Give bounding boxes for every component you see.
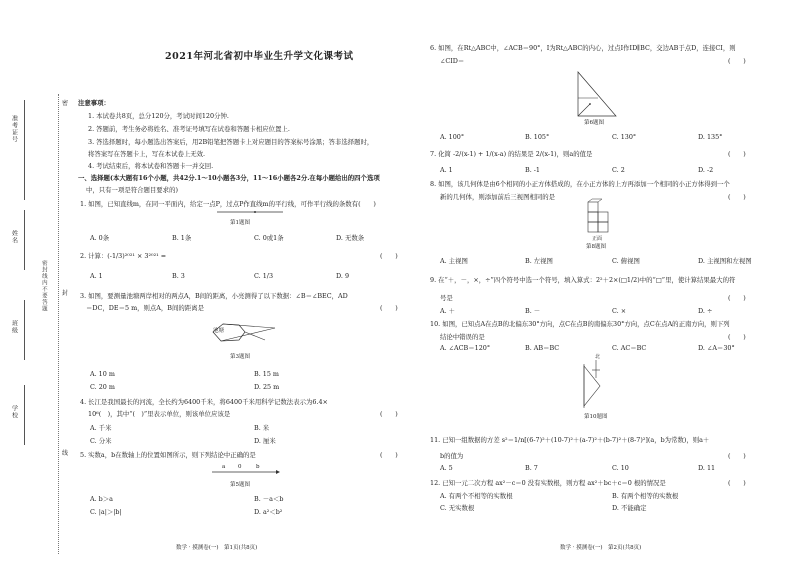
q9-stem: 9. 在“＋，－，×，÷”四个符号中选一个符号，填入算式：2²＋2×(□1/2)中的“□”里，使计算结果最大的符	[430, 276, 736, 284]
q12-option-d: D. 不能确定	[612, 504, 647, 512]
q4-stem: 4. 长江是我国最长的河流，全长约为6400千米，将6400千米用科学记数法表示为6.4×	[80, 398, 328, 406]
q5-axis-a: a	[222, 464, 226, 470]
q3-option-b: B. 15 m	[254, 370, 279, 378]
q10-option-a: A. ∠ACB＝120°	[440, 344, 491, 352]
q5-number-line	[210, 462, 280, 478]
q1-figure	[215, 208, 285, 224]
section1-heading-2: 中，只有一项是符合题目要求的)	[86, 186, 178, 194]
school-line	[24, 385, 25, 445]
q4-stem-2: 10⁶( )，其中“( )”里表示单位，则该单位应该是	[88, 410, 231, 418]
footer-right: 数学 · 摸测卷(一) 第2页(共8页)	[560, 545, 642, 551]
q6-option-d: D. 135°	[698, 133, 723, 141]
q8-option-b: B. 左视图	[525, 257, 553, 265]
q8-fig-caption: 第8题图	[586, 244, 606, 250]
q7-paren: ( )	[728, 150, 746, 158]
q12-option-c: C. 无实数根	[440, 504, 475, 512]
q3-stem-2: ＝DC，DE＝5 m，则点A，B间的距离是	[86, 304, 204, 312]
q11-option-c: C. 10	[612, 464, 629, 472]
q2-option-c: C. 1/3	[254, 272, 274, 280]
q10-figure	[572, 356, 622, 412]
q11-stem: 11. 已知一组数据的方差 s²＝1/n[(6-7)²＋(10-7)²＋(a-7)²＋(b-7)²＋(8-7)²](a，b为常数)，则a＋	[430, 436, 710, 444]
seal-char-1: 密	[62, 100, 69, 107]
q1-option-a: A. 0条	[90, 234, 110, 242]
note-item-1: 1. 本试卷共8页，总分120分，考试时间120分钟.	[88, 112, 229, 120]
q2-option-d: D. 9	[336, 272, 350, 280]
q1-option-b: B. 1条	[172, 234, 192, 242]
q2-stem: 2. 计算：(-1/3)²⁰²¹ × 3²⁰²¹ =	[80, 252, 167, 260]
name-line	[24, 210, 25, 270]
q9-option-a: A. ＋	[440, 307, 456, 315]
notes-heading: 注意事项：	[78, 99, 110, 107]
q4-paren: ( )	[380, 410, 398, 418]
q12-option-a: A. 有两个不相等的实数根	[440, 492, 513, 500]
q12-option-b: B. 有两个相等的实数根	[612, 492, 679, 500]
q8-option-c: C. 俯视图	[612, 257, 640, 265]
q11-stem-2: b的值为	[440, 452, 464, 460]
q1-stem: 1. 如图，已知直线m，在同一平面内，给定一点P，过点P作直线m的平行线，可作平行线的条数有( )	[80, 200, 376, 208]
q8-figure	[580, 198, 620, 240]
q6-fig-caption: 第6题图	[584, 120, 604, 126]
q3-figure	[205, 318, 285, 352]
seal-line	[58, 94, 59, 554]
no-answer-note: 密封线内不要答题	[40, 260, 47, 312]
q10-paren: ( )	[728, 333, 746, 341]
q12-paren: ( )	[728, 479, 746, 487]
q6-option-b: B. 105°	[525, 133, 550, 141]
q11-paren: ( )	[728, 452, 746, 460]
q9-paren: ( )	[728, 294, 746, 302]
q5-option-d: D. a²＜b²	[254, 508, 283, 516]
q6-option-a: A. 100°	[440, 133, 465, 141]
q2-option-a: A. 1	[90, 272, 103, 280]
q6-stem: 6. 如图，在Rt△ABC中，∠ACB＝90°，I为Rt△ABC的内心，过点I作ID∥BC，交边AB于点D，连接CI，则	[430, 44, 736, 52]
q7-option-a: A. 1	[440, 166, 453, 174]
q5-option-a: A. b＞a	[90, 495, 113, 503]
name-label: 姓名	[10, 230, 18, 244]
footer-left: 数学 · 摸测卷(一) 第1页(共8页)	[176, 545, 258, 551]
q3-option-c: C. 20 m	[90, 383, 115, 391]
q10-option-d: D. ∠A＝30°	[698, 344, 735, 352]
exam-number-line	[24, 100, 25, 200]
q10-option-b: B. AB＝BC	[525, 344, 560, 352]
q11-option-d: D. 11	[698, 464, 716, 472]
q9-option-c: C. ×	[612, 307, 627, 315]
q8-option-d: D. 主视图和左视图	[698, 257, 752, 265]
note-item-3: 3. 答选择题时，每小题选出答案后，用2B铅笔把答题卡上对应题目的答案标号涂黑；答非选择题时，	[88, 138, 374, 146]
q12-stem: 12. 已知一元二次方程 ax²－c＝0 没有实数根，则方程 ax²＋bc＋c＝0 根的情况是	[430, 479, 666, 487]
q11-option-a: A. 5	[440, 464, 453, 472]
q5-option-b: B. －a＜b	[254, 495, 284, 503]
exam-title: 2021年河北省初中毕业生升学文化课考试	[165, 51, 354, 62]
q3-pond-label: 池塘	[213, 328, 225, 334]
q4-option-b: B. 米	[254, 424, 270, 432]
q3-option-a: A. 10 m	[90, 370, 115, 378]
q8-option-a: A. 主视图	[440, 257, 468, 265]
note-item-2: 2. 答题前，考生务必将姓名、准考证号填写在试卷和答题卡相应位置上.	[88, 125, 290, 133]
q3-stem: 3. 如图，要测量池塘两岸相对的两点A，B间的距离，小亮测得了以下数据：∠B＝∠BEC，AD	[80, 292, 348, 300]
q8-stem: 8. 如图，该几何体是由6个相同的小正方体搭成的，在小正方体的上方再添加一个相同的小正方体得到一个	[430, 180, 730, 188]
q1-fig-caption: 第1题图	[230, 220, 250, 226]
q7-option-b: B. -1	[525, 166, 540, 174]
q3-fig-caption: 第3题图	[230, 354, 250, 360]
q7-option-c: C. 2	[612, 166, 625, 174]
q8-front-label: 正面	[592, 236, 603, 242]
q8-paren: ( )	[728, 193, 746, 201]
q5-paren: ( )	[380, 451, 398, 459]
q10-fig-caption: 第10题图	[584, 414, 608, 420]
q6-paren: ( )	[728, 57, 746, 65]
q1-option-d: D. 无数条	[336, 234, 365, 242]
q11-option-b: B. 7	[525, 464, 538, 472]
q5-axis-b: b	[256, 464, 260, 470]
q2-paren: ( )	[380, 252, 398, 260]
school-label: 学校	[10, 405, 18, 419]
q4-option-a: A. 千米	[90, 424, 112, 432]
q6-stem-2: ∠CID＝	[440, 57, 465, 65]
q10-stem-2: 结论中错误的是	[440, 333, 485, 341]
q10-stem: 10. 如图，已知点A在点B的北偏东30°方向，点C在点B的南偏东30°方向，点C在点A的正南方向，则下列	[430, 320, 730, 328]
q9-option-b: B. －	[525, 307, 541, 315]
q6-option-c: C. 130°	[612, 133, 637, 141]
q5-fig-caption: 第5题图	[230, 482, 250, 488]
note-item-3b: 将答案写在答题卡上，写在本试卷上无效.	[88, 150, 206, 158]
q7-stem: 7. 化简 -2/(x-1) + 1/(x-a) 的结果是 2/(x-1)，则a的值是	[430, 150, 593, 158]
seal-char-3: 线	[62, 450, 69, 457]
q3-paren: ( )	[380, 304, 398, 312]
q5-stem: 5. 实数a，b在数轴上的位置如图所示，则下列结论中正确的是	[80, 451, 256, 459]
q5-axis-zero: 0	[238, 464, 242, 470]
class-line	[24, 300, 25, 360]
note-item-4: 4. 考试结束后，将本试卷和答题卡一并交回.	[88, 162, 214, 170]
exam-number-label: 准考证号	[10, 115, 18, 143]
q5-option-c: C. |a|＞|b|	[90, 508, 122, 516]
q10-north-label: 北	[595, 354, 601, 360]
q3-option-d: D. 25 m	[254, 383, 280, 391]
q10-option-c: C. AC＝BC	[612, 344, 647, 352]
q7-option-d: D. -2	[698, 166, 714, 174]
q4-option-d: D. 厘米	[254, 437, 276, 445]
section1-heading: 一、选择题(本大题有16个小题，共42分.1～10小题各3分，11～16小题各2分.在每小题给出的四个选项	[78, 174, 380, 182]
q1-option-c: C. 0或1条	[254, 234, 284, 242]
q4-option-c: C. 分米	[90, 437, 112, 445]
q6-figure	[572, 68, 620, 120]
q9-option-d: D. ÷	[698, 307, 713, 315]
seal-char-2: 封	[62, 290, 69, 297]
q2-option-b: B. 3	[172, 272, 185, 280]
q8-stem-2: 新的几何体，则添加前后三视图相同的是	[440, 193, 556, 201]
class-label: 班级	[10, 320, 18, 334]
q9-stem-2: 号是	[440, 294, 453, 302]
